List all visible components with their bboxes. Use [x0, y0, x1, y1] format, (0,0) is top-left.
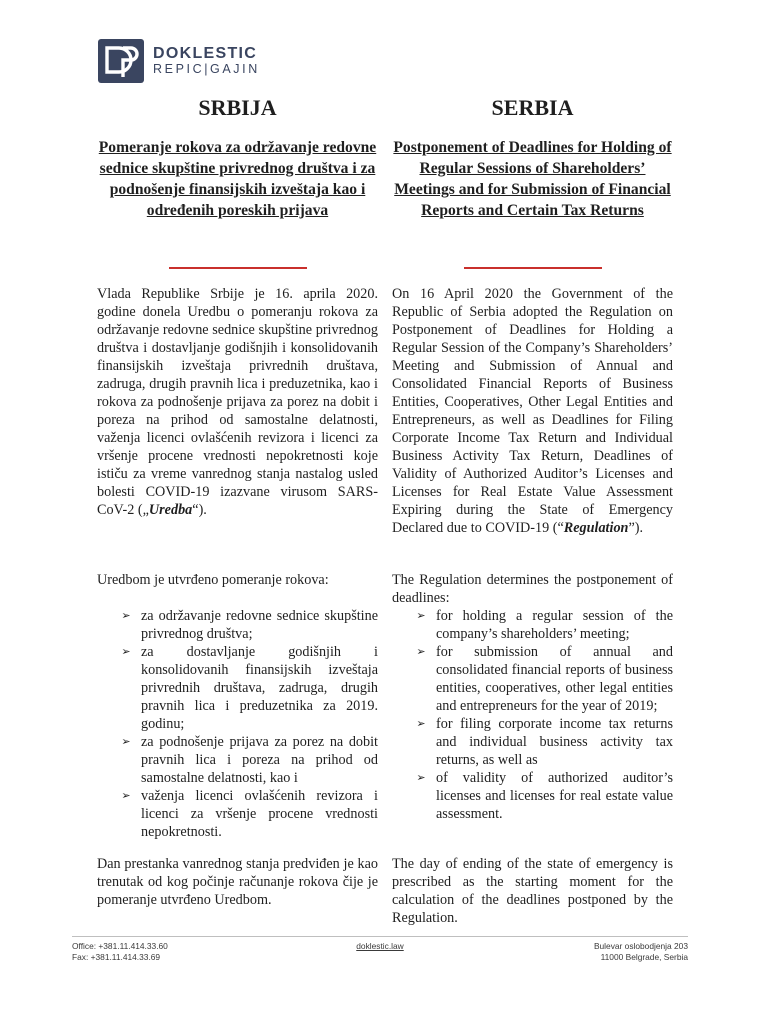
footer-street: Bulevar oslobodjenja 203	[593, 941, 688, 951]
arrow-bullet-icon: ➢	[416, 717, 426, 730]
arrow-bullet-icon: ➢	[416, 771, 426, 784]
defined-term: Uredba	[148, 502, 193, 518]
deadline-list-english	[412, 607, 673, 823]
logo-name-bottom: REPIC|GAJIN	[153, 62, 260, 76]
quote-close: “).	[192, 502, 207, 518]
logo-name-top: DOKLESTIC	[153, 45, 258, 62]
quote-close: ”).	[628, 520, 644, 536]
intro-text: Vlada Republike Srbije je 16. aprila 2020. godine donela Uredbu o pomeranju rokova za održavanje redovne sednice skupštine privrednog društva i dostavljanje godišnjih i konsolidovanih finansijskih izveštaja privrednih društava, zadruga, drugih pravnih lica i preduzetnika, kao i rokova za podnošenje prijava za porez na dobit i poreza na prihod od samostalne delatnosti, važenja licenci ovlašćenih revizora i licenci za vršenje procene vrednosti nepokretnosti koje ističu za vreme vanrednog stanja nastalog usled bolesti COVID-19 izazvane virusom SARS-CoV-2 (	[97, 286, 378, 518]
footer-fax: Fax: +381.11.414.33.69	[72, 951, 161, 962]
list-intro-english: The Regulation determines the postponement of deadlines:	[392, 572, 673, 606]
footer-website-link[interactable]: doklestic.law	[356, 941, 404, 951]
arrow-bullet-icon: ➢	[416, 645, 426, 658]
article-heading-serbian: Pomeranje rokova za održavanje redovne sednice skupštine privrednog društva i za podnošenje finansijskih izveštaja kao i određenih poreskih prijava	[98, 139, 377, 219]
serbian-column	[97, 95, 378, 908]
list-item-text: of validity of authorized auditor’s licenses and licenses for real estate value assessment.	[436, 770, 673, 822]
logo-wordmark	[153, 45, 260, 77]
footer-office-phone: Office: +381.11.414.33.60	[72, 941, 168, 951]
list-item-text: for filing corporate income tax returns and individual business activity tax returns, as well as	[436, 716, 673, 768]
list-item	[412, 715, 673, 769]
list-item-text: za podnošenje prijava za porez na dobit pravnih lica i poreza na prihod od samostalne delatnosti, kao i	[141, 734, 378, 786]
arrow-bullet-icon: ➢	[121, 789, 131, 802]
list-item	[412, 769, 673, 823]
arrow-bullet-icon: ➢	[121, 645, 131, 658]
list-item-text: za dostavljanje godišnjih i konsolidovanih finansijskih izveštaja privrednih društava, zadruga, drugih pravnih lica i preduzetnika za 2019. godinu;	[141, 644, 378, 732]
list-item	[412, 607, 673, 643]
arrow-bullet-icon: ➢	[416, 609, 426, 622]
intro-paragraph-serbian	[97, 285, 378, 519]
english-column	[392, 95, 673, 926]
list-intro-serbian: Uredbom je utvrđeno pomeranje rokova:	[97, 572, 329, 588]
footer-city: 11000 Belgrade, Serbia	[600, 951, 688, 962]
closing-paragraph-english: The day of ending of the state of emergency is prescribed as the starting moment for the calculation of the deadlines postponed by the Regulation.	[392, 856, 673, 926]
arrow-bullet-icon: ➢	[121, 735, 131, 748]
list-item	[412, 643, 673, 715]
list-item	[117, 733, 378, 787]
list-item-text: for submission of annual and consolidated financial reports of business entities, cooperatives, other legal entities and entrepreneurs for the year of 2019;	[436, 644, 673, 714]
list-item	[117, 787, 378, 841]
intro-paragraph-english	[392, 285, 673, 537]
list-item	[117, 643, 378, 733]
dr-monogram-icon	[98, 39, 144, 83]
quote-open: „	[142, 502, 149, 518]
list-item-text: for holding a regular session of the company’s shareholders’ meeting;	[436, 608, 673, 642]
list-item-text: za održavanje redovne sednice skupštine privrednog društva;	[141, 608, 378, 642]
article-heading-english: Postponement of Deadlines for Holding of Regular Sessions of Shareholders’ Meetings and for Submission of Financial Reports and Certain Tax Returns	[393, 139, 672, 219]
heading-divider	[169, 267, 307, 269]
page-footer	[72, 936, 688, 962]
intro-text: On 16 April 2020 the Government of the Republic of Serbia adopted the Regulation on Postponement of Deadlines for Holding a Regular Session of the Company’s Shareholders’ Meeting and Submission of Annual and Consolidated Financial Reports of Business Entities, Cooperatives, Other Legal Entities and Entrepreneurs, as well as Deadlines for Filing Corporate Income Tax Return and Individual Business Activity Tax Return, Deadlines of Validity of Authorized Auditor’s Licenses and Licenses for Real Estate Value Assessment Expiring during the State of Emergency Declared due to COVID-19 (	[392, 286, 673, 536]
deadline-list-serbian	[117, 607, 378, 841]
list-item-text: važenja licenci ovlašćenih revizora i licenci za vršenje procene vrednosti nepokretnosti.	[141, 788, 378, 840]
footer-address	[594, 941, 688, 962]
heading-divider	[464, 267, 602, 269]
country-title-english: SERBIA	[491, 95, 574, 120]
firm-logo[interactable]	[98, 39, 260, 83]
country-title-serbian: SRBIJA	[198, 95, 277, 120]
arrow-bullet-icon: ➢	[121, 609, 131, 622]
list-item	[117, 607, 378, 643]
closing-paragraph-serbian: Dan prestanka vanrednog stanja predviđen je kao trenutak od kog počinje računanje rokova čije je pomeranje utvrđeno Uredbom.	[97, 856, 378, 908]
defined-term: Regulation	[563, 520, 629, 536]
quote-open: “	[557, 520, 564, 536]
